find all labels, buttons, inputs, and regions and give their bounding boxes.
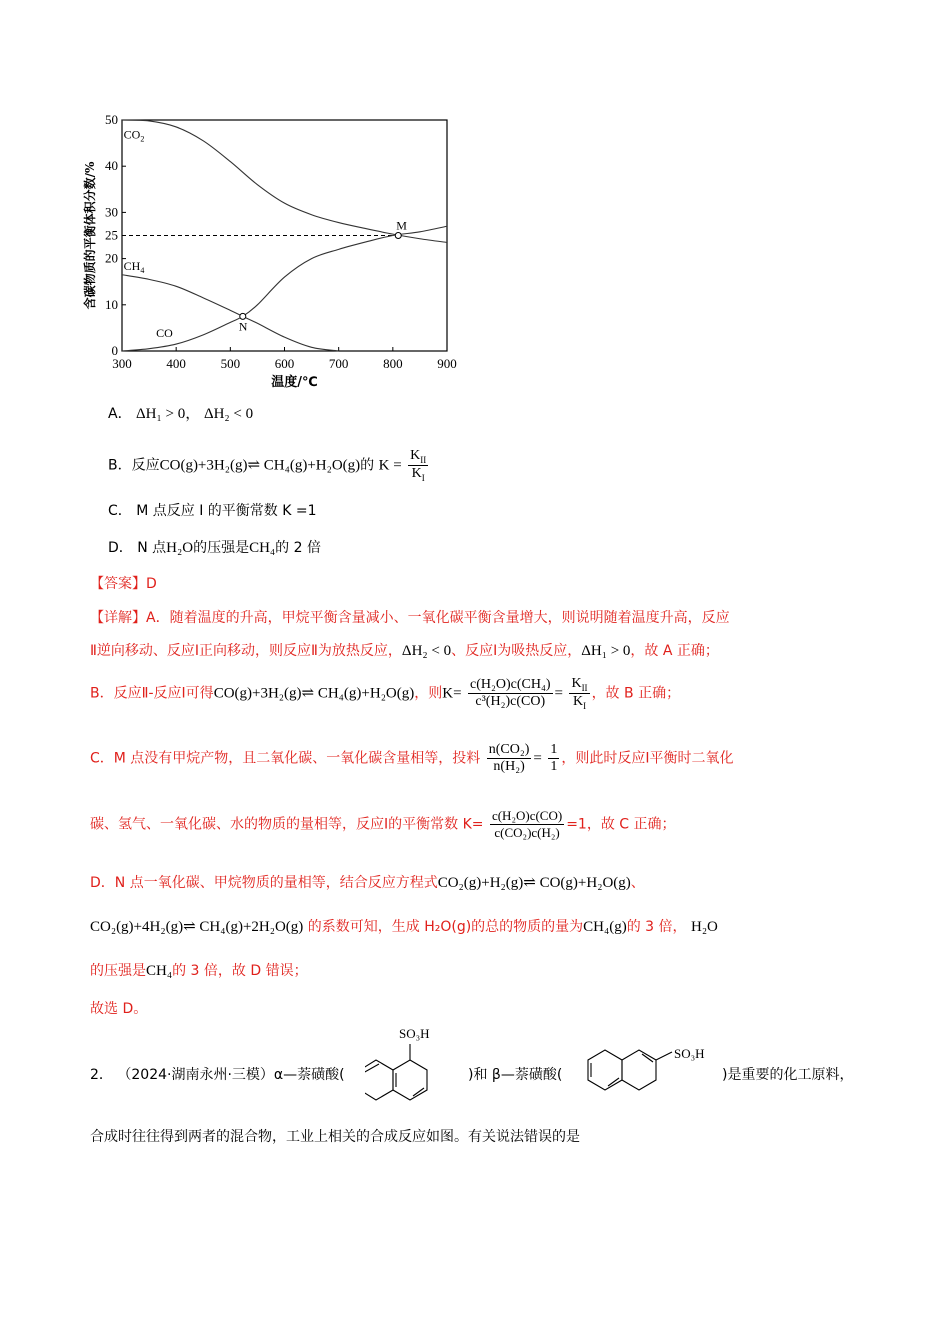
- analysis-b-k-expression: [468, 677, 553, 710]
- equilibrium-chart: [80, 108, 470, 393]
- option-b-kden-sub: I: [421, 472, 425, 483]
- analysis-b-knum: K: [571, 676, 582, 691]
- analysis-b-knum-sub: II: [581, 682, 588, 693]
- question2-line2: 合成时往往得到两者的混合物，工业上相关的合成反应如图。有关说法错误的是: [90, 1129, 580, 1145]
- analysis-c-num: n(CO₂): [488, 742, 530, 757]
- y-tick-label: 30: [105, 204, 118, 220]
- y-axis-label: 含碳物质的平衡体积分数/%: [83, 161, 97, 310]
- option-d-text3: 的 2 倍: [275, 540, 321, 556]
- analysis-b-equals: =: [554, 685, 563, 702]
- analysis-d-line1: [90, 872, 645, 892]
- analysis-d-part2: 、: [630, 875, 645, 891]
- analysis-b: [90, 676, 680, 711]
- analysis-d-part5: 的压强是: [90, 963, 146, 979]
- analysis-c-part4: =1，故 C 正确；: [566, 816, 676, 833]
- y-tick-label: 50: [105, 112, 118, 127]
- analysis-c-den: n(H₂): [493, 759, 525, 774]
- analysis-a-dh2: ΔH₂ < 0: [401, 643, 452, 659]
- x-tick-label: 800: [383, 356, 403, 371]
- analysis-d-ch4b: CH₄: [146, 963, 173, 979]
- option-c-text: M 点反应 I 的平衡常数 K =1: [136, 503, 317, 519]
- option-b-knum: K: [410, 448, 421, 463]
- y-tick-label: 20: [105, 250, 118, 266]
- analysis-c-ratio-num: 1: [550, 742, 558, 757]
- option-d-h2o: H₂O: [166, 540, 194, 556]
- question2-end: )是重要的化工原料，: [722, 1067, 854, 1083]
- analysis-d-part3: 的系数可知，生成 H₂O(g)的总的物质的量为: [307, 919, 584, 935]
- option-a: [108, 402, 253, 423]
- y-tick-label: 0: [111, 343, 118, 358]
- option-d: [108, 537, 321, 557]
- option-c-prefix: C．: [108, 503, 132, 519]
- y-tick-label: 25: [105, 227, 118, 243]
- analysis-a-dh1: ΔH₁ > 0: [581, 643, 631, 659]
- beta-naphthalenesulfonic-acid-structure: [568, 1040, 718, 1115]
- option-b-pre: 反应: [131, 457, 160, 474]
- question2-line1: [90, 1064, 345, 1084]
- analysis-d-eq1: CO₂(g)+H₂(g)⇌ CO(g)+H₂O(g): [437, 875, 631, 891]
- option-b-knum-sub: II: [420, 454, 427, 465]
- point-label-m: M: [396, 218, 407, 233]
- analysis-c-kden: c(CO₂)c(H₂): [494, 825, 560, 840]
- analysis-c-line1: [90, 742, 733, 775]
- analysis-b-kden-sub: I: [583, 700, 587, 711]
- option-a-prefix: A．: [108, 406, 132, 422]
- option-b-post: 的: [360, 457, 375, 474]
- analysis-d-line2: [90, 916, 718, 936]
- beta-so3h-label: SO₃H: [674, 1046, 705, 1061]
- x-axis-label: 温度/℃: [271, 375, 318, 390]
- option-d-text2: 的压强是: [193, 540, 250, 556]
- analysis-b-part1: B．反应Ⅱ-反应Ⅰ可得: [90, 685, 214, 702]
- question2-number: 2．: [90, 1067, 113, 1083]
- x-tick-label: 600: [274, 356, 295, 371]
- option-b-equation: CO(g)+3H₂(g)⇌ CH₄(g)+H₂O(g): [159, 457, 361, 474]
- analysis-b-part2: ，则: [414, 685, 443, 702]
- series-label-co: CO: [156, 326, 173, 341]
- chart-plot-area: [82, 112, 457, 390]
- analysis-c-k-expression: [490, 808, 564, 841]
- option-c: [108, 500, 317, 520]
- analysis-final: 故选 D。: [90, 1001, 148, 1017]
- option-d-prefix: D．: [108, 540, 133, 556]
- answer-line: 【答案】D: [90, 576, 157, 592]
- series-label-co2: $CO_2$: [123, 127, 145, 144]
- analysis-c-ratio-value: [548, 742, 559, 775]
- point-label-n: N: [238, 319, 248, 334]
- analysis-a-line2: [90, 640, 719, 660]
- analysis-b-num: c(H₂O)c(CH₄): [470, 676, 551, 692]
- option-b-prefix: B．: [108, 457, 132, 474]
- analysis-d-h2o: H₂O: [691, 919, 718, 935]
- analysis-a-part3: ，故 A 正确；: [630, 643, 719, 659]
- y-tick-label: 10: [105, 296, 118, 312]
- y-tick-label: 40: [105, 158, 118, 174]
- x-tick-label: 300: [112, 356, 132, 371]
- analysis-d-eq2: CO₂(g)+4H₂(g)⇌ CH₄(g)+2H₂O(g): [90, 919, 304, 935]
- analysis-d-ch4: CH₄(g): [583, 919, 627, 935]
- x-tick-label: 900: [437, 356, 457, 371]
- analysis-b-k: K=: [442, 685, 462, 702]
- analysis-c-knum: c(H₂O)c(CO): [491, 808, 563, 823]
- point-m: [395, 233, 401, 239]
- analysis-c-part2: ，则此时反应Ⅰ平衡时二氧化: [561, 750, 734, 767]
- analysis-c-ratio-den: 1: [550, 759, 558, 774]
- analysis-d-part1: D．N 点一氧化碳、甲烷物质的量相等，结合反应方程式: [90, 875, 438, 891]
- x-tick-label: 500: [220, 356, 241, 371]
- alpha-naphthalenesulfonic-acid-structure: [365, 1024, 465, 1116]
- analysis-d-part4: 的 3 倍，: [626, 919, 687, 935]
- option-b-kden: K: [411, 465, 422, 481]
- analysis-c-feed-ratio: [487, 742, 532, 775]
- option-b-k-fraction: [408, 448, 428, 483]
- analysis-b-den: c³(H₂)c(CO): [475, 693, 546, 709]
- analysis-c-part1: C．M 点没有甲烷产物，且二氧化碳、一氧化碳含量相等，投料: [90, 750, 481, 767]
- option-d-ch4: CH₄: [249, 540, 276, 556]
- analysis-b-k-ratio: [569, 676, 589, 711]
- option-b: [108, 448, 430, 483]
- analysis-d-line3: [90, 960, 308, 980]
- series-line-ch4: [122, 275, 339, 351]
- analysis-b-part3: ，故 B 正确；: [591, 685, 681, 702]
- analysis-d-part6: 的 3 倍，故 D 错误；: [172, 963, 308, 979]
- analysis-a-line1: 【详解】A．随着温度的升高，甲烷平衡含量减小、一氧化碳平衡含量增大，则说明随着温度升高，反应: [90, 610, 730, 626]
- question2-mid: )和 β—萘磺酸(: [468, 1067, 563, 1083]
- x-tick-label: 400: [166, 356, 186, 371]
- option-d-text1: N 点: [137, 540, 167, 556]
- question2-source: （2024·湖南永州·三模）α—萘磺酸(: [117, 1067, 345, 1083]
- analysis-a-part2: 、反应Ⅰ为吸热反应，: [451, 643, 582, 659]
- alpha-so3h-label: SO₃H: [399, 1026, 430, 1041]
- option-a-text: ΔH₁ > 0， ΔH₂ < 0: [136, 406, 254, 422]
- analysis-a-part1: Ⅱ逆向移动、反应Ⅰ正向移动，则反应Ⅱ为放热反应，: [90, 643, 402, 659]
- option-b-k-label: K =: [378, 457, 402, 474]
- x-tick-label: 700: [328, 356, 349, 371]
- analysis-b-kden: K: [572, 693, 584, 709]
- analysis-c-equals: =: [533, 750, 542, 767]
- analysis-c-line2: [90, 808, 676, 841]
- analysis-c-part3: 碳、氢气、一氧化碳、水的物质的量相等，反应Ⅰ的平衡常数 K=: [90, 816, 484, 833]
- series-label-ch4: $CH_4$: [123, 259, 145, 276]
- analysis-b-equation: CO(g)+3H₂(g)⇌ CH₄(g)+H₂O(g): [213, 685, 415, 702]
